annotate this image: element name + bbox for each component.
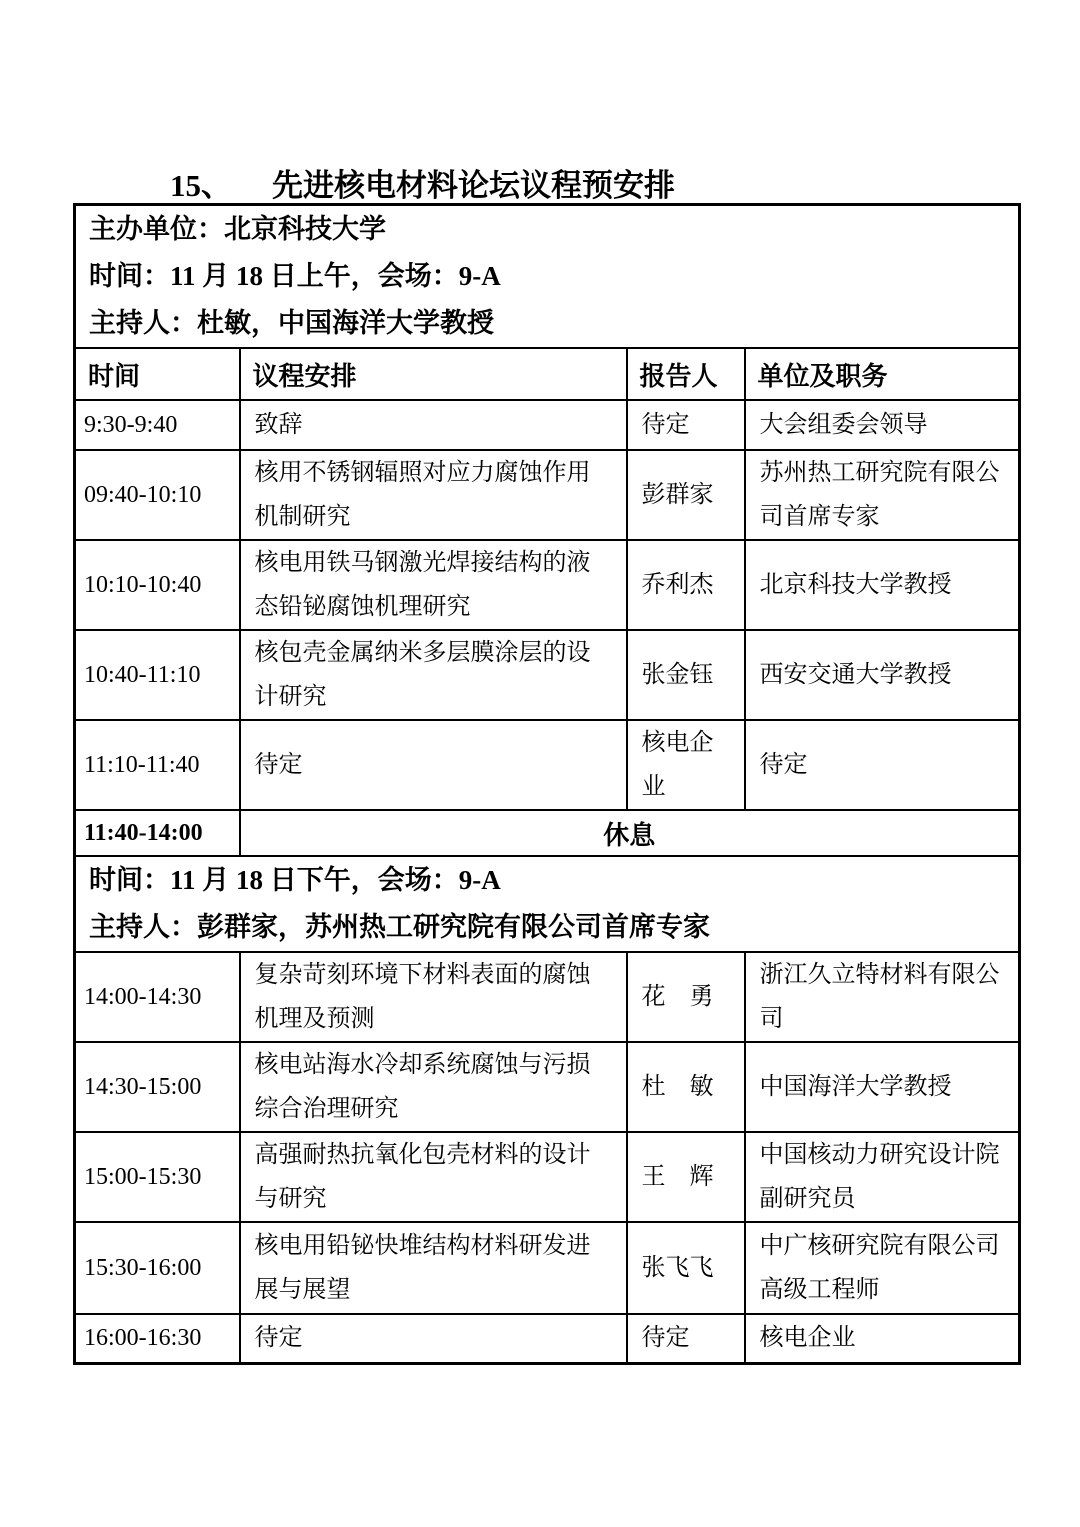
time-cell: 16:00-16:30: [75, 1314, 240, 1363]
time-cell: 9:30-9:40: [75, 400, 240, 450]
session2-info-row: [75, 856, 1020, 952]
topic-cell: 核电用铅铋快堆结构材料研发进展与展望: [240, 1222, 627, 1314]
speaker-cell: 核电企业: [627, 720, 745, 810]
table-row: [75, 952, 1020, 1042]
time-cell: 10:40-11:10: [75, 630, 240, 720]
session1-time: 时间：11 月 18 日上午，会场：9-A: [89, 261, 501, 291]
break-time-cell: 11:40-14:00: [75, 810, 240, 856]
speaker-cell: 杜 敏: [627, 1042, 745, 1132]
speaker-cell: 乔利杰: [627, 540, 745, 630]
topic-cell: 复杂苛刻环境下材料表面的腐蚀机理及预测: [240, 952, 627, 1042]
affiliation-cell: 待定: [745, 720, 1020, 810]
col-header-time: 时间: [75, 348, 240, 400]
topic-cell: 核电站海水冷却系统腐蚀与污损综合治理研究: [240, 1042, 627, 1132]
topic-cell: 致辞: [240, 400, 627, 450]
affiliation-cell: 中广核研究院有限公司高级工程师: [745, 1222, 1020, 1314]
page-title-number: 15、: [170, 168, 232, 203]
speaker-cell: 张飞飞: [627, 1222, 745, 1314]
break-row: [75, 810, 1020, 856]
table-row: [75, 1042, 1020, 1132]
affiliation-cell: 大会组委会领导: [745, 400, 1020, 450]
session2-host: 主持人：彭群家，苏州热工研究院有限公司首席专家: [89, 912, 710, 942]
time-cell: 15:30-16:00: [75, 1222, 240, 1314]
session1-organizer: 主办单位：北京科技大学: [89, 214, 386, 244]
col-header-agenda: 议程安排: [240, 348, 627, 400]
page-title-text: 先进核电材料论坛议程预安排: [272, 168, 675, 203]
speaker-cell: 待定: [627, 1314, 745, 1363]
speaker-cell: 王 辉: [627, 1132, 745, 1222]
table-row: [75, 1222, 1020, 1314]
topic-cell: 核用不锈钢辐照对应力腐蚀作用机制研究: [240, 450, 627, 540]
affiliation-cell: 中国海洋大学教授: [745, 1042, 1020, 1132]
table-row: [75, 450, 1020, 540]
time-cell: 10:10-10:40: [75, 540, 240, 630]
table-row: [75, 400, 1020, 450]
session1-info-cell: [75, 205, 1020, 349]
table-row: [75, 720, 1020, 810]
speaker-cell: 彭群家: [627, 450, 745, 540]
table-row: [75, 1314, 1020, 1363]
affiliation-cell: 浙江久立特材料有限公司: [745, 952, 1020, 1042]
session2-info-cell: [75, 856, 1020, 952]
session1-host: 主持人：杜敏，中国海洋大学教授: [89, 308, 494, 338]
time-cell: 11:10-11:40: [75, 720, 240, 810]
affiliation-cell: 西安交通大学教授: [745, 630, 1020, 720]
speaker-cell: 张金钰: [627, 630, 745, 720]
time-cell: 14:00-14:30: [75, 952, 240, 1042]
time-cell: 14:30-15:00: [75, 1042, 240, 1132]
table-header-row: [75, 348, 1020, 400]
speaker-cell: 待定: [627, 400, 745, 450]
topic-cell: 高强耐热抗氧化包壳材料的设计与研究: [240, 1132, 627, 1222]
affiliation-cell: 核电企业: [745, 1314, 1020, 1363]
topic-cell: 核包壳金属纳米多层膜涂层的设计研究: [240, 630, 627, 720]
table-row: [75, 540, 1020, 630]
session1-info-row: [75, 205, 1020, 349]
table-row: [75, 1132, 1020, 1222]
col-header-speaker: 报告人: [627, 348, 745, 400]
page-title: [170, 160, 675, 205]
speaker-cell: 花 勇: [627, 952, 745, 1042]
agenda-table: [73, 203, 1021, 1365]
affiliation-cell: 北京科技大学教授: [745, 540, 1020, 630]
time-cell: 15:00-15:30: [75, 1132, 240, 1222]
topic-cell: 核电用铁马钢激光焊接结构的液态铅铋腐蚀机理研究: [240, 540, 627, 630]
session2-time: 时间：11 月 18 日下午，会场：9-A: [89, 865, 501, 895]
affiliation-cell: 苏州热工研究院有限公司首席专家: [745, 450, 1020, 540]
table-row: [75, 630, 1020, 720]
col-header-affiliation: 单位及职务: [745, 348, 1020, 400]
topic-cell: 待定: [240, 720, 627, 810]
time-cell: 09:40-10:10: [75, 450, 240, 540]
break-label-cell: 休息: [240, 810, 1020, 856]
topic-cell: 待定: [240, 1314, 627, 1363]
affiliation-cell: 中国核动力研究设计院副研究员: [745, 1132, 1020, 1222]
